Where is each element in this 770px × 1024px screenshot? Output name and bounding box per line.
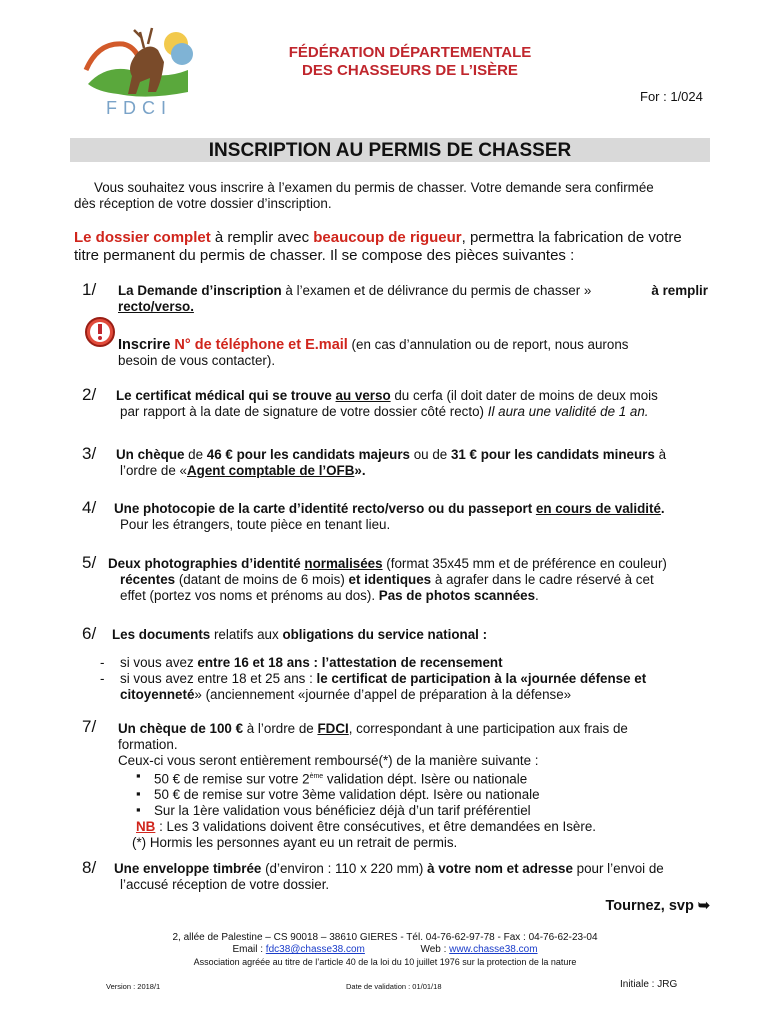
item-7-number: 7/ [82, 717, 97, 736]
item-6-text: relatifs aux [210, 627, 283, 642]
item-7-line-2: formation. [118, 737, 178, 752]
web-label: Web : [420, 944, 450, 955]
item-5-recentes: récentes [120, 572, 176, 587]
item-2-underlined: au verso [335, 388, 391, 403]
item-5-no-scans: Pas de photos scannées [378, 588, 536, 603]
item-7-line-3: Ceux-ci vous seront entièrement remboursé(*) de la manière suivante : [118, 753, 539, 768]
item-5-text-4: effet (portez vos noms et prénoms au dos). [120, 588, 379, 603]
bullet-1-text: 50 € de remise sur votre 2 [154, 771, 310, 787]
dossier-text-1: à remplir avec [210, 229, 314, 246]
item-7-text: à l’ordre de [243, 721, 318, 736]
item-2-number: 2/ [82, 385, 97, 404]
item-5-text-3: à agrafer dans le cadre réservé à cet [431, 572, 654, 587]
item-8-number: 8/ [82, 858, 97, 877]
fdci-logo [78, 22, 208, 122]
item-3-payee: Agent comptable de l’OFB [187, 463, 355, 478]
item-1-bold-2: à remplir [651, 283, 708, 298]
warning-text-1: (en cas d’annulation ou de report, nous aurons [347, 337, 629, 352]
item-1-number: 1/ [82, 280, 97, 299]
dossier-complet: Le dossier complet [74, 229, 211, 246]
item-2-italic: Il aura une validité de 1 an. [487, 404, 649, 419]
item-6-dash-list [100, 655, 710, 703]
item-3-text-2: ou de [409, 447, 451, 462]
item-8 [114, 861, 710, 893]
item-7-note: (*) Hormis les personnes ayant eu un retrait de permis. [132, 835, 458, 851]
dash-1-bold: entre 16 et 18 ans : l’attestation de recensement [197, 655, 503, 670]
item-5 [108, 556, 708, 604]
organization-name [240, 44, 580, 80]
item-4-underlined: en cours de validité [535, 501, 661, 516]
item-5-underlined: normalisées [304, 556, 383, 571]
item-5-text-2: (datant de moins de 6 mois) [175, 572, 349, 587]
refund-bullet-1 [118, 769, 708, 787]
nb-label: NB [136, 819, 156, 835]
dash-2-bold-2: citoyenneté [120, 687, 195, 702]
item-4-bold: Une photocopie de la carte d’identité recto/verso ou du passeport [114, 501, 536, 516]
item-2-text-2: par rapport à la date de signature de votre dossier côté recto) [120, 404, 488, 419]
item-7-line-1 [118, 721, 708, 737]
item-3-number: 3/ [82, 444, 97, 463]
org-line-1: FÉDÉRATION DÉPARTEMENTALE [288, 44, 532, 61]
intro-paragraph [74, 180, 714, 212]
dossier-text-2: , permettra la fabrication de votre [461, 229, 682, 246]
item-4-dot: . [660, 501, 665, 516]
item-3-line-2 [116, 463, 708, 479]
item-3-text: de [184, 447, 207, 462]
item-5-bold: Deux photographies d’identité [108, 556, 305, 571]
item-6-bold-2: obligations du service national : [282, 627, 488, 642]
dossier-paragraph [74, 229, 714, 265]
footer-association: Association agréée au titre de l’article 40 de la loi du 10 juillet 1976 sur la protection de la nature [193, 957, 577, 967]
item-1-line-2: recto/verso. [118, 299, 194, 314]
intro-line-1: Vous souhaitez vous inscrire à l’examen du permis de chasser. Votre demande sera confirmée [94, 180, 654, 195]
dossier-line-1 [74, 229, 714, 247]
item-6 [112, 627, 708, 643]
item-1 [118, 283, 708, 315]
item-3-majeurs: 46 € pour les candidats majeurs [206, 447, 410, 462]
item-2-line-2 [116, 404, 708, 420]
item-8-text: (d’environ : 110 x 220 mm) [261, 861, 428, 876]
warning-icon [84, 316, 118, 353]
item-8-text-2: pour l’envoi de [572, 861, 664, 876]
dash-2-text: si vous avez entre 18 et 25 ans : [120, 671, 317, 686]
version: Version : 2018/1 [106, 982, 161, 991]
warning-red: N° de téléphone et E.mail [174, 337, 348, 353]
item-6-dash-1: - si vous avez entre 16 et 18 ans : l’attestation de recensement [100, 655, 503, 670]
dash-2-text-2: » (anciennement «journée d’appel de préparation à la défense» [194, 687, 572, 702]
item-3-line-1 [116, 447, 708, 463]
web-link[interactable]: www.chasse38.com [449, 944, 538, 955]
item-2 [116, 388, 708, 420]
item-6-dash-2: - si vous avez entre 18 et 25 ans : le certificat de participation à la «journée défense et [100, 671, 647, 686]
rigueur: beaucoup de rigueur [313, 229, 462, 246]
item-5-identiques: et identiques [348, 572, 432, 587]
item-3-text-3: à [654, 447, 667, 462]
item-8-bold: Une enveloppe timbrée [114, 861, 262, 876]
item-3-text-4: l’ordre de « [120, 463, 187, 478]
item-5-line-3 [108, 588, 708, 604]
item-2-line-1 [116, 388, 708, 404]
item-7-text-2: , correspondant à une participation aux frais de [348, 721, 628, 736]
item-8-bold-2: à votre nom et adresse [427, 861, 573, 876]
item-8-line-1 [114, 861, 710, 877]
item-7-bold: Un chèque de 100 € [118, 721, 244, 736]
logo-text: FDCI [106, 98, 172, 118]
nb-text: : Les 3 validations doivent être consécutives, et être demandées en Isère. [155, 819, 597, 835]
bullet-1-text-2: validation dépt. Isère ou nationale [323, 771, 528, 787]
form-reference: For : 1/024 [640, 89, 703, 104]
item-3 [116, 447, 708, 479]
validation-date: Date de validation : 01/01/18 [346, 982, 442, 991]
item-2-bold: Le certificat médical qui se trouve [116, 388, 336, 403]
email-link[interactable]: fdc38@chasse38.com [265, 944, 365, 955]
warning-line-2: besoin de vous contacter). [118, 353, 276, 368]
item-5-line-2 [108, 572, 708, 588]
dash-1-text: si vous avez [120, 655, 198, 670]
dash-2-bold: le certificat de participation à la «journée défense et [316, 671, 647, 686]
warning-bold: Inscrire [118, 337, 175, 353]
intro-line-2: dès réception de votre dossier d’inscription. [74, 196, 332, 211]
item-3-bold-end: ». [354, 463, 366, 478]
bullet-1-sup: ème [309, 773, 324, 780]
item-4-number: 4/ [82, 498, 97, 517]
refund-bullet-2: ▪ 50 € de remise sur votre 3ème validation dépt. Isère ou nationale [118, 787, 708, 803]
item-8-line-2: l’accusé réception de votre dossier. [120, 877, 330, 892]
org-line-2: DES CHASSEURS DE L’ISÈRE [302, 62, 518, 79]
item-4 [114, 501, 710, 533]
email-label: Email : [232, 944, 266, 955]
initials: Initiale : JRG [620, 979, 678, 990]
warning-line-1 [118, 337, 708, 353]
footer-address: 2, allée de Palestine – CS 90018 – 38610 GIERES - Tél. 04-76-62-97-78 - Fax : 04-76-62-23-04 [172, 932, 598, 943]
item-5-number: 5/ [82, 553, 97, 572]
item-6-dash-2-cont [100, 687, 710, 703]
item-1-text: à l’examen et de délivrance du permis de chasser » [281, 283, 592, 298]
item-3-bold: Un chèque [116, 447, 185, 462]
item-6-bold: Les documents [112, 627, 211, 642]
item-5-text: (format 35x45 mm et de préférence en couleur) [382, 556, 667, 571]
item-3-mineurs: 31 € pour les candidats mineurs [450, 447, 655, 462]
item-1-line-1 [118, 283, 708, 299]
turn-page-note: Tournez, svp ➥ [605, 898, 710, 914]
contact-warning [118, 337, 708, 369]
item-4-line-2: Pour les étrangers, toute pièce en tenant lieu. [120, 517, 391, 532]
item-5-text-5: . [535, 588, 539, 603]
dossier-line-2: titre permanent du permis de chasser. Il se compose des pièces suivantes : [74, 247, 575, 264]
item-4-line-1 [114, 501, 710, 517]
item-7-fdci: FDCI [317, 721, 349, 736]
item-7 [118, 721, 708, 851]
footer-contacts [60, 944, 710, 956]
refund-bullet-3: ▪ Sur la 1ère validation vous bénéficiez déjà d’un tarif préférentiel [118, 803, 708, 819]
item-1-bold: La Demande d’inscription [118, 283, 282, 298]
item-5-line-1 [108, 556, 708, 572]
item-7-nb [118, 819, 708, 835]
item-6-number: 6/ [82, 624, 97, 643]
item-2-text: du cerfa (il doit dater de moins de deux mois [390, 388, 658, 403]
page-title: INSCRIPTION AU PERMIS DE CHASSER [70, 138, 710, 162]
